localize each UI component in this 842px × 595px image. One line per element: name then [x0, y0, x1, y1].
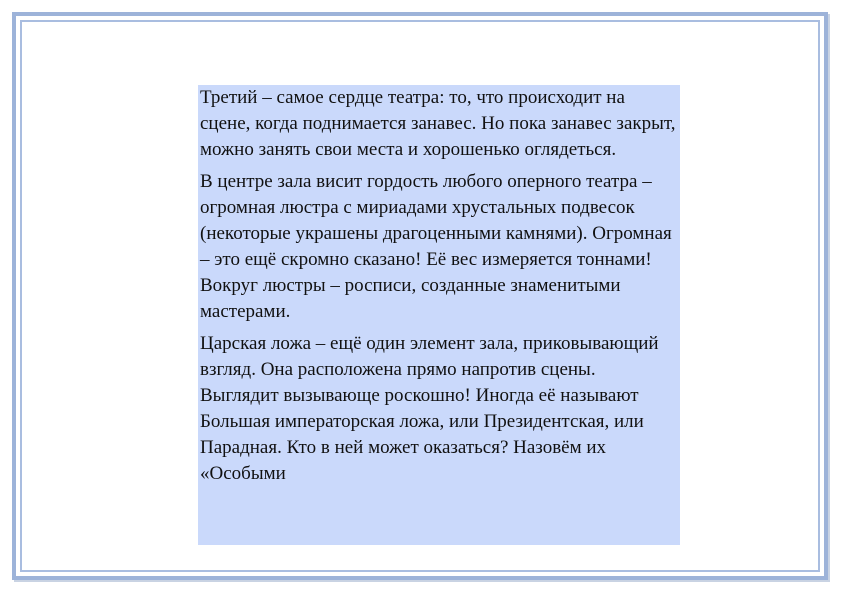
paragraph-royal-box: Царская ложа – ещё один элемент зала, приковывающий взгляд. Она расположена прямо напротив сцены. Выглядит вызывающе роскошно! Иногда её называют Большая императорская ложа, или Президентская, или Парадная. Кто в ней может оказаться? Назовём их «Особыми [200, 333, 659, 484]
paragraph-stage: Третий – самое сердце театра: то, что происходит на сцене, когда поднимается занавес. Но пока занавес закрыт, можно занять свои места и хорошенько оглядеться. [200, 87, 676, 160]
paragraph-chandelier: В центре зала висит гордость любого оперного театра – огромная люстра с мириадами хрустальных подвесок (некоторые украшены драгоценными камнями). Огромная – это ещё скромно сказано! Её вес измеряется тоннами! Вокруг люстры – росписи, созданные знаменитыми мастерами. [200, 171, 672, 322]
text-block [198, 85, 680, 545]
